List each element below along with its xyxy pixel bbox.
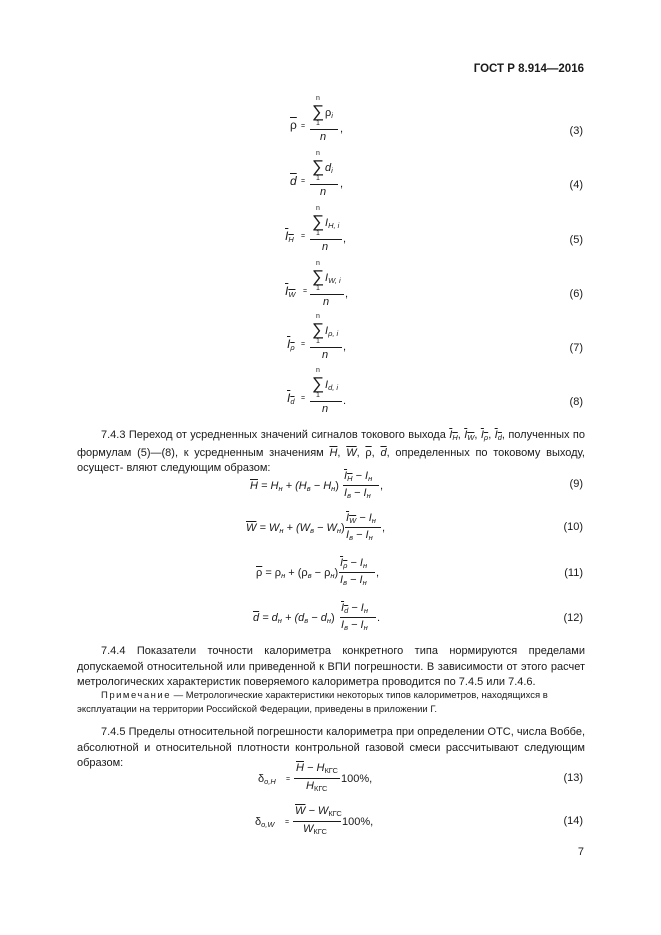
p743-var-d: $\overline{d}$ (380, 446, 387, 459)
sum-upper: n (316, 205, 320, 212)
formula-10-fraction-line (345, 527, 381, 528)
p743-var-h: $\overline{H}$ (329, 446, 338, 459)
formula-12-denominator: $I_в - I_н$ (341, 619, 368, 632)
formula-14-tail: 100%, (342, 816, 374, 828)
formula-9-fraction-line (343, 485, 379, 486)
sum-lower: 1 (316, 338, 320, 345)
formula-6-lhs: $I_W$ (285, 284, 296, 299)
formula-6-eq: = (303, 288, 308, 295)
p743-var-iw: $I_W$ (464, 429, 475, 442)
formula-7 (287, 313, 377, 363)
paragraph-7-4-4: 7.4.4 Показатели точности калориметра конкретного типа нормируются пределами допускаемой относительной или приведенной к ВПИ погрешности. В зависимости от этого расчет метрологических характеристик поверяемого калориметра проводится по 7.4.5 или 7.4.6. (77, 645, 585, 688)
p743-after1: , полученных по формулам (5)—(8), к усредненным значениям (77, 429, 585, 459)
p743-lead: 7.4.3 Переход от усредненных значений сигналов токового выхода (101, 429, 446, 441)
formula-8-fraction-line (310, 401, 342, 402)
formula-8-eq: = (301, 395, 306, 402)
p743-after2: , определенных по токовому выходу, осущест- (77, 446, 585, 474)
formula-5 (285, 205, 375, 255)
formula-5-lhs: $I_H$ (285, 229, 294, 244)
eq-number-12: (12) (563, 612, 583, 624)
formula-4 (290, 150, 370, 200)
formula-11-numerator: $I_\rho - I_н$ (340, 557, 368, 570)
formula-7-denominator: n (322, 349, 329, 361)
formula-5-fraction-line (310, 239, 342, 240)
eq-number-13: (13) (563, 772, 583, 784)
formula-4-term: $d_i$ (325, 162, 333, 175)
formula-3-eq: = (301, 123, 306, 130)
sum-lower: 1 (316, 392, 320, 399)
formula-3-lhs: $\overline{\rho}$ (290, 118, 297, 132)
formula-8-term: $I_{d, i}$ (325, 379, 339, 392)
formula-7-lhs: $I_\rho$ (287, 337, 295, 352)
formula-8-denominator: n (322, 403, 329, 415)
sum-sign: ∑ (312, 157, 325, 176)
formula-9-left: $\overline{H} = H_н + (H_в - H_н)$ (250, 480, 339, 493)
formula-13-lhs: $\delta_{o,H}$ (258, 773, 276, 786)
formula-7-term: $I_{\rho, i}$ (325, 325, 339, 338)
formula-5-tail: , (343, 233, 347, 245)
sum-lower: 1 (316, 175, 320, 182)
eq-number-10: (10) (563, 521, 583, 533)
formula-12-tail: . (377, 612, 381, 624)
formula-3-tail: , (340, 123, 344, 135)
formula-11 (256, 555, 416, 595)
formula-13-tail: 100%, (341, 773, 373, 785)
formula-14-fraction-line (293, 821, 341, 822)
note-text: Метрологические характеристики некоторых типов калориметров, находящихся в эксплуатации на территории Российской Федерации, приведены в приложении Г. (77, 690, 548, 715)
eq-number-5: (5) (569, 234, 583, 246)
formula-5-denominator: n (322, 241, 329, 253)
formula-3-denominator: n (320, 131, 327, 143)
formula-9-denominator: $I_в - I_н$ (344, 487, 371, 500)
formula-6 (285, 260, 375, 310)
formula-7-tail: , (343, 341, 347, 353)
document-header: ГОСТ Р 8.914—2016 (473, 63, 584, 75)
sum-upper: n (316, 150, 320, 157)
formula-3-term: $\rho_i$ (325, 107, 333, 120)
p743-var-rho: $\overline{\rho}$ (365, 446, 372, 459)
formula-8-tail: . (343, 395, 347, 407)
sum-upper: n (316, 95, 320, 102)
eq-number-3: (3) (569, 125, 583, 137)
formula-5-eq: = (301, 233, 306, 240)
eq-number-11: (11) (564, 567, 583, 579)
paragraph-7-4-5: 7.4.5 Пределы относительной погрешности калориметра при определении ОТС, числа Воббе, абсолютной и относительной плотности контрольной газовой смеси рассчитывают следующим образом: (77, 726, 585, 769)
formula-4-tail: , (340, 178, 344, 190)
sum-sign: ∑ (312, 212, 325, 231)
eq-number-7: (7) (569, 342, 583, 354)
formula-9-tail: , (380, 480, 384, 492)
formula-8-lhs: $I_d$ (287, 391, 295, 406)
note-label: Примечание (101, 690, 171, 701)
formula-8 (287, 367, 377, 417)
sum-upper: n (316, 313, 320, 320)
p743-var-w: $\overline{W}$ (346, 446, 357, 459)
formula-13 (258, 762, 398, 798)
paragraph-7-4-3: 7.4.3 Переход от усредненных значений сигналов токового выхода $I_H$, $I_W$, $I_\rho$, $I_d$, полученных по формулам (5)—(8), к усредненным значениям $\overline{H}$, $\overline{W}$, $\overline{\rho}$, $\overline{d}$, определенных по токовому выходу, осущест- вляют следующим образом: (77, 429, 585, 474)
sum-lower: 1 (316, 230, 320, 237)
formula-13-numerator: $\overline{H} - H_{КГС}$ (296, 762, 338, 775)
formula-14-eq: = (285, 819, 290, 826)
formula-4-eq: = (301, 178, 306, 185)
formula-12-fraction-line (340, 617, 376, 618)
sum-sign: ∑ (312, 374, 325, 393)
formula-7-fraction-line (310, 347, 342, 348)
formula-13-eq: = (286, 776, 291, 783)
formula-12-numerator: $I_d - I_н$ (341, 602, 368, 615)
formula-10-numerator: $I_W - I_н$ (346, 512, 376, 525)
eq-number-14: (14) (563, 815, 583, 827)
formula-9 (250, 468, 410, 508)
sum-upper: n (316, 367, 320, 374)
formula-11-left: $\overline{\rho} = \rho_н + (\rho_в - \rho_н)$ (256, 567, 339, 580)
eq-number-8: (8) (569, 396, 583, 408)
formula-13-denominator: $H_{КГС}$ (306, 780, 328, 793)
formula-6-tail: , (345, 288, 349, 300)
formula-11-denominator: $I_в - I_н$ (340, 574, 367, 587)
formula-4-fraction-line (310, 184, 338, 185)
formula-14-lhs: $\delta_{o,W}$ (255, 816, 275, 829)
formula-12-left: $\overline{d} = d_н + (d_в - d_н)$ (253, 612, 335, 625)
formula-7-eq: = (301, 341, 306, 348)
formula-11-tail: , (376, 567, 380, 579)
sum-lower: 1 (316, 120, 320, 127)
p743-line3: вляют следующим образом: (126, 462, 271, 474)
formula-10-left: $\overline{W} = W_н + (W_в - W_н)$ (246, 522, 345, 535)
sum-lower: 1 (316, 285, 320, 292)
formula-4-denominator: n (320, 186, 327, 198)
formula-3 (290, 95, 370, 145)
eq-number-6: (6) (569, 288, 583, 300)
p743-var-id: $I_d$ (494, 429, 502, 442)
formula-6-fraction-line (310, 294, 344, 295)
formula-6-term: $I_{W, i}$ (325, 272, 341, 285)
eq-number-4: (4) (569, 179, 583, 191)
formula-10 (246, 510, 406, 550)
sum-sign: ∑ (312, 267, 325, 286)
formula-13-fraction-line (294, 778, 340, 779)
formula-4-lhs: $\overline{d}$ (290, 174, 297, 188)
formula-10-denominator: $I_в - I_н$ (346, 529, 373, 542)
formula-5-term: $I_{H, i}$ (325, 217, 340, 230)
eq-number-9: (9) (569, 478, 583, 490)
sum-sign: ∑ (312, 102, 325, 121)
formula-9-numerator: $I_H - I_н$ (344, 470, 373, 483)
note: Примечание — Метрологические характеристики некоторых типов калориметров, находящихся в эксплуатации на территории Российской Федерации, приведены в приложении Г. (77, 690, 548, 715)
formula-11-fraction-line (339, 572, 375, 573)
formula-14-numerator: $\overline{W} - W_{КГС}$ (295, 805, 342, 818)
page-number: 7 (577, 846, 584, 858)
p743-var-ih: $I_H$ (449, 429, 458, 442)
formula-14-denominator: $W_{КГС}$ (303, 823, 327, 836)
p743-var-irho: $I_\rho$ (480, 429, 489, 442)
formula-12 (253, 600, 413, 640)
sum-sign: ∑ (312, 320, 325, 339)
formula-14 (255, 805, 395, 841)
sum-upper: n (316, 260, 320, 267)
formula-3-fraction-line (310, 129, 338, 130)
formula-10-tail: , (382, 522, 386, 534)
formula-6-denominator: n (323, 296, 330, 308)
